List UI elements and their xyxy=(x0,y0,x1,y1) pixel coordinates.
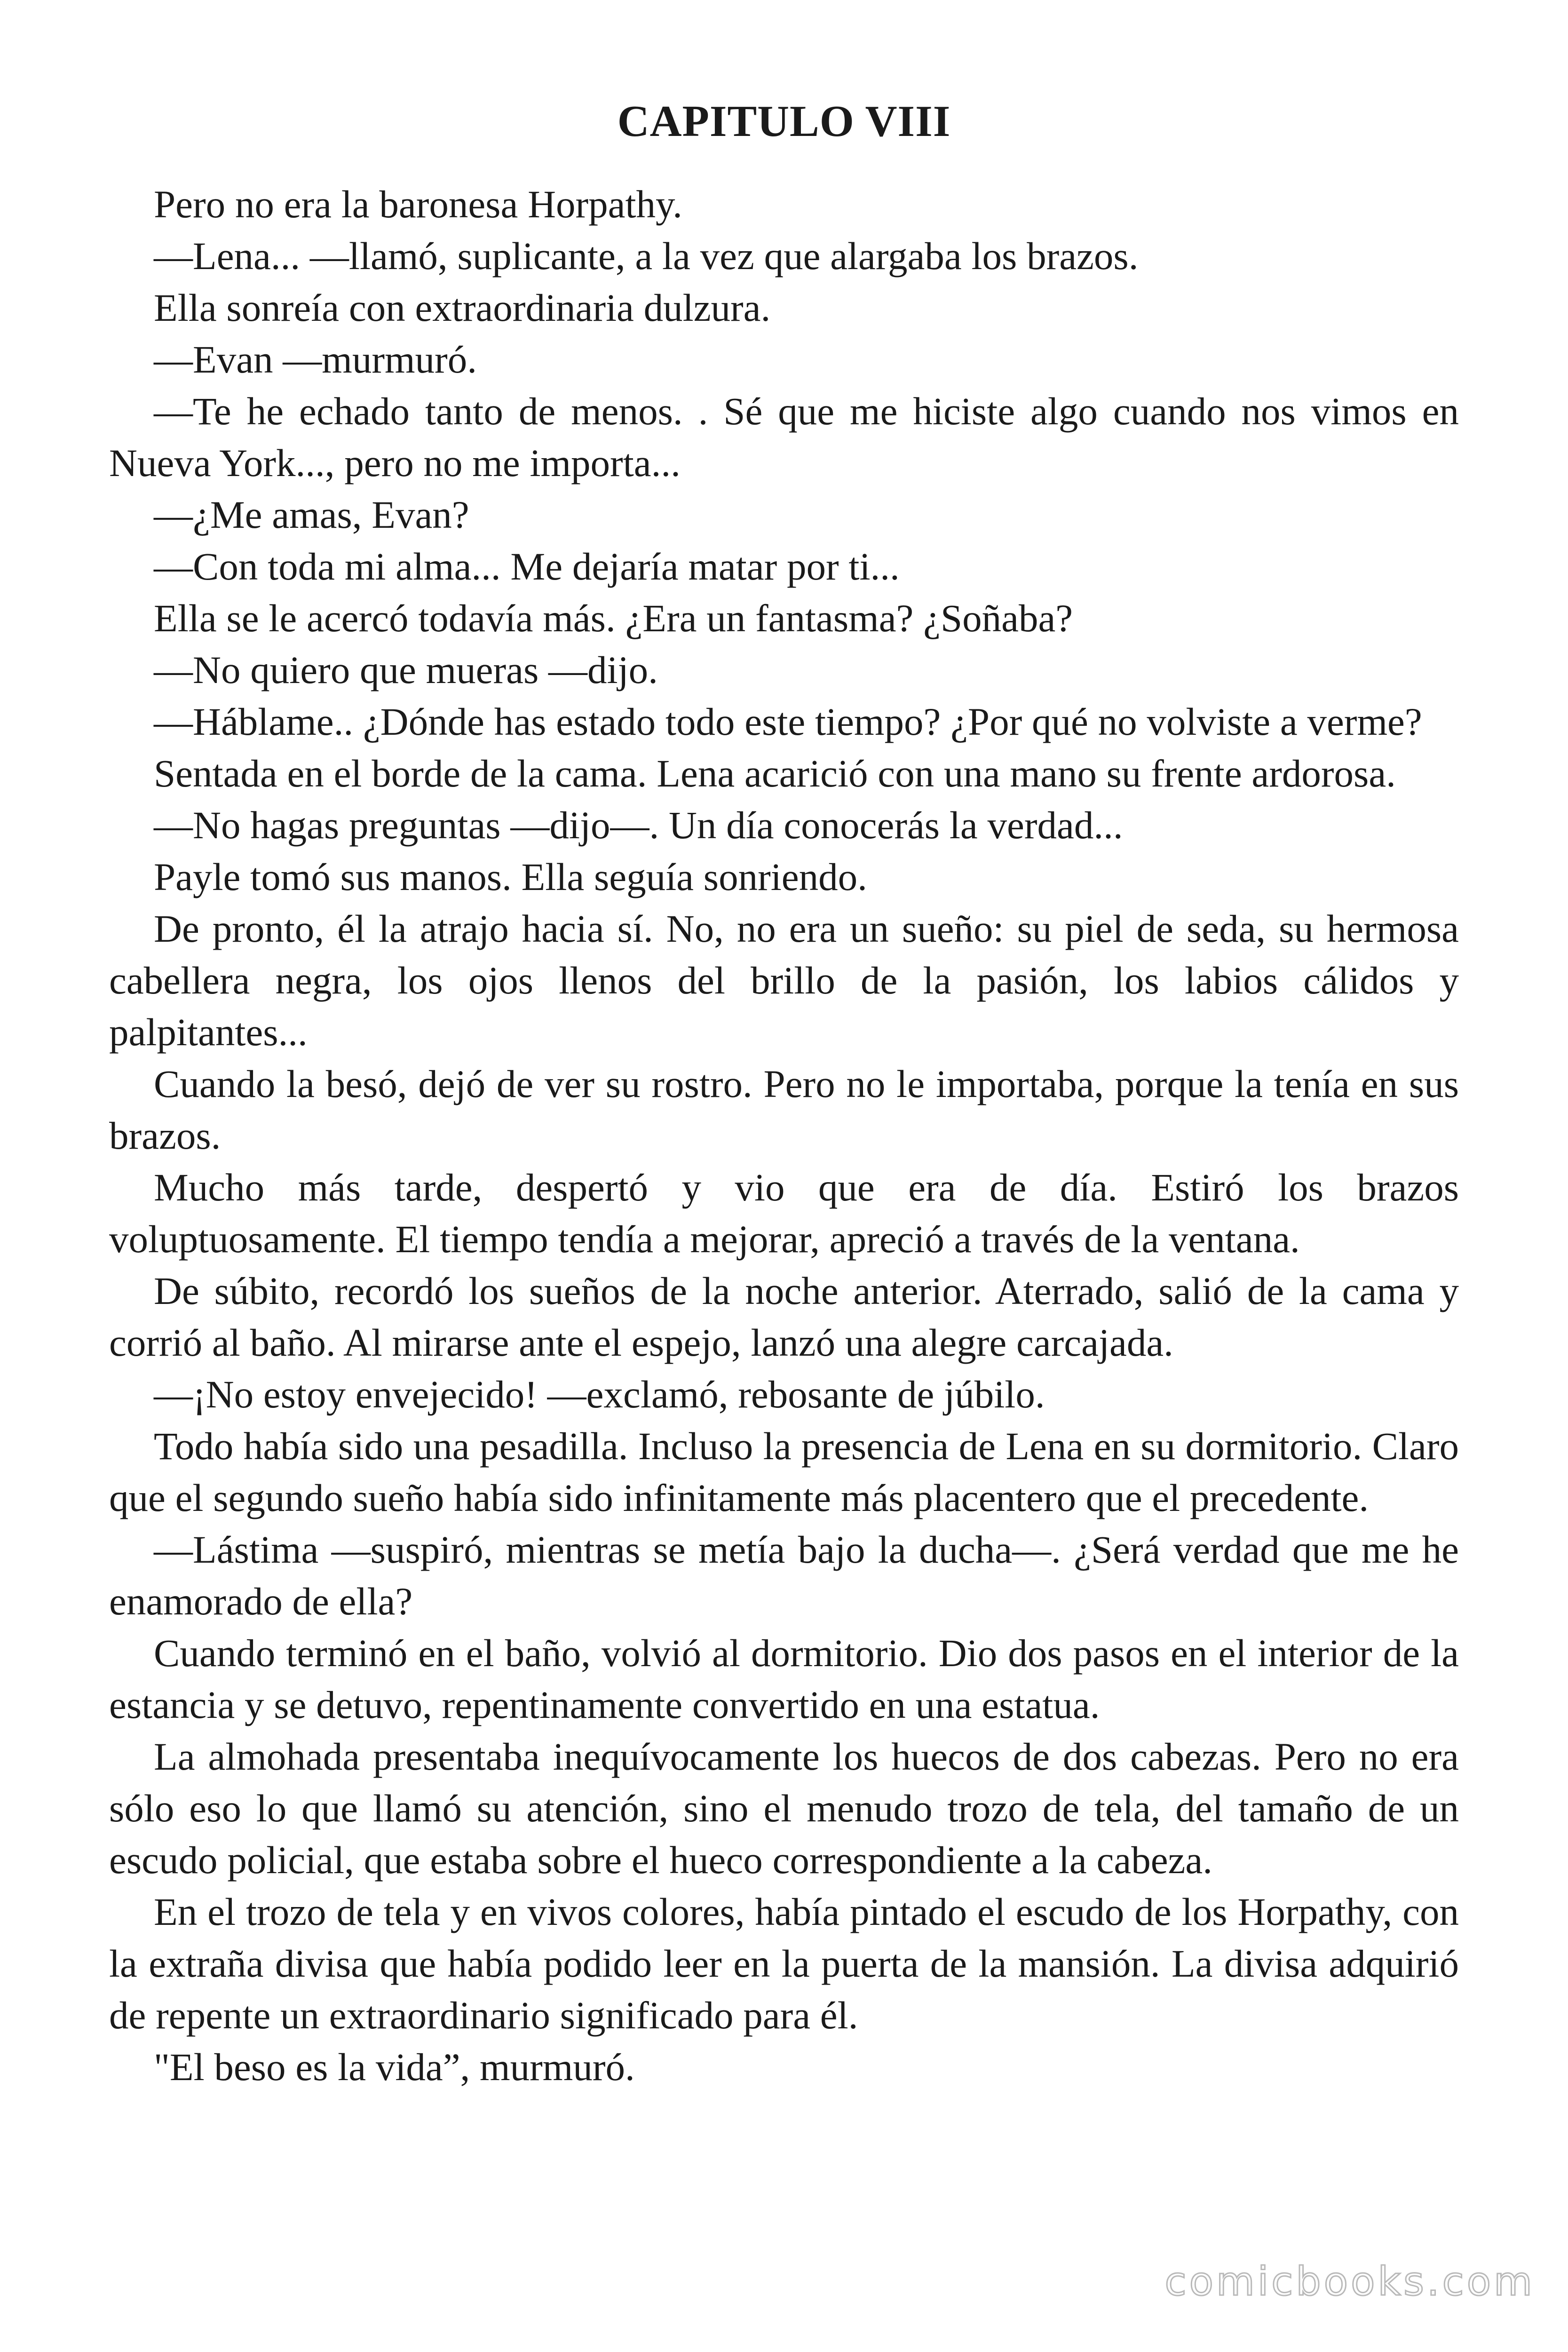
paragraph: La almohada presentaba inequívocamente los huecos de dos cabezas. Pero no era sólo eso lo que llamó su atención, sino el menudo trozo de tela, del tamaño de un escudo policial, que estaba sobre el hueco correspondiente a la cabeza. xyxy=(109,1735,1459,1882)
paragraph: —¡No estoy envejecido! —exclamó, rebosante de júbilo. xyxy=(154,1373,1045,1416)
paragraph: De súbito, recordó los sueños de la noche anterior. Aterrado, salió de la cama y corrió al baño. Al mirarse ante el espejo, lanzó una alegre carcajada. xyxy=(109,1269,1459,1364)
paragraph: Cuando terminó en el baño, volvió al dormitorio. Dio dos pasos en el interior de la estancia y se detuvo, repentinamente convertido en una estatua. xyxy=(109,1631,1459,1726)
paragraph: —Háblame.. ¿Dónde has estado todo este tiempo? ¿Por qué no volviste a verme? xyxy=(154,700,1422,743)
paragraph: De pronto, él la atrajo hacia sí. No, no era un sueño: su piel de seda, su hermosa cabellera negra, los ojos llenos del brillo de la pasión, los labios cálidos y palpitantes... xyxy=(109,907,1459,1054)
paragraph: Todo había sido una pesadilla. Incluso la presencia de Lena en su dormitorio. Claro que el segundo sueño había sido infinitamente más placentero que el precedente. xyxy=(109,1424,1459,1519)
watermark: comicbooks.com xyxy=(1164,2258,1535,2304)
chapter-title: CAPITULO VIII xyxy=(617,96,951,146)
paragraph: "El beso es la vida”, murmuró. xyxy=(154,2045,635,2089)
paragraph: —Evan —murmuró. xyxy=(154,338,477,381)
paragraph: En el trozo de tela y en vivos colores, había pintado el escudo de los Horpathy, con la extraña divisa que había podido leer en la puerta de la mansión. La divisa adquirió de repente un extraordinario significado para él. xyxy=(109,1890,1459,2037)
paragraph: Sentada en el borde de la cama. Lena acarició con una mano su frente ardorosa. xyxy=(154,752,1396,795)
paragraph: Ella sonreía con extraordinaria dulzura. xyxy=(154,286,771,329)
chapter-body xyxy=(109,178,1459,2093)
paragraph: —Te he echado tanto de menos. . Sé que me hiciste algo cuando nos vimos en Nueva York..., pero no me importa... xyxy=(109,389,1459,485)
paragraph: Payle tomó sus manos. Ella seguía sonriendo. xyxy=(154,855,867,898)
paragraph: —No hagas preguntas —dijo—. Un día conocerás la verdad... xyxy=(154,803,1123,847)
paragraph: Ella se le acercó todavía más. ¿Era un fantasma? ¿Soñaba? xyxy=(154,596,1073,640)
paragraph: —No quiero que mueras —dijo. xyxy=(154,648,658,691)
paragraph: Mucho más tarde, despertó y vio que era de día. Estiró los brazos voluptuosamente. El tiempo tendía a mejorar, apreció a través de la ventana. xyxy=(109,1166,1459,1261)
paragraph: Pero no era la baronesa Horpathy. xyxy=(154,183,682,226)
paragraph: —Lástima —suspiró, mientras se metía bajo la ducha—. ¿Será verdad que me he enamorado de ella? xyxy=(109,1528,1459,1623)
paragraph: —Lena... —llamó, suplicante, a la vez que alargaba los brazos. xyxy=(154,234,1139,278)
paragraph: Cuando la besó, dejó de ver su rostro. Pero no le importaba, porque la tenía en sus brazos. xyxy=(109,1062,1459,1157)
paragraph: —Con toda mi alma... Me dejaría matar por ti... xyxy=(154,545,900,588)
paragraph: —¿Me amas, Evan? xyxy=(154,493,469,536)
